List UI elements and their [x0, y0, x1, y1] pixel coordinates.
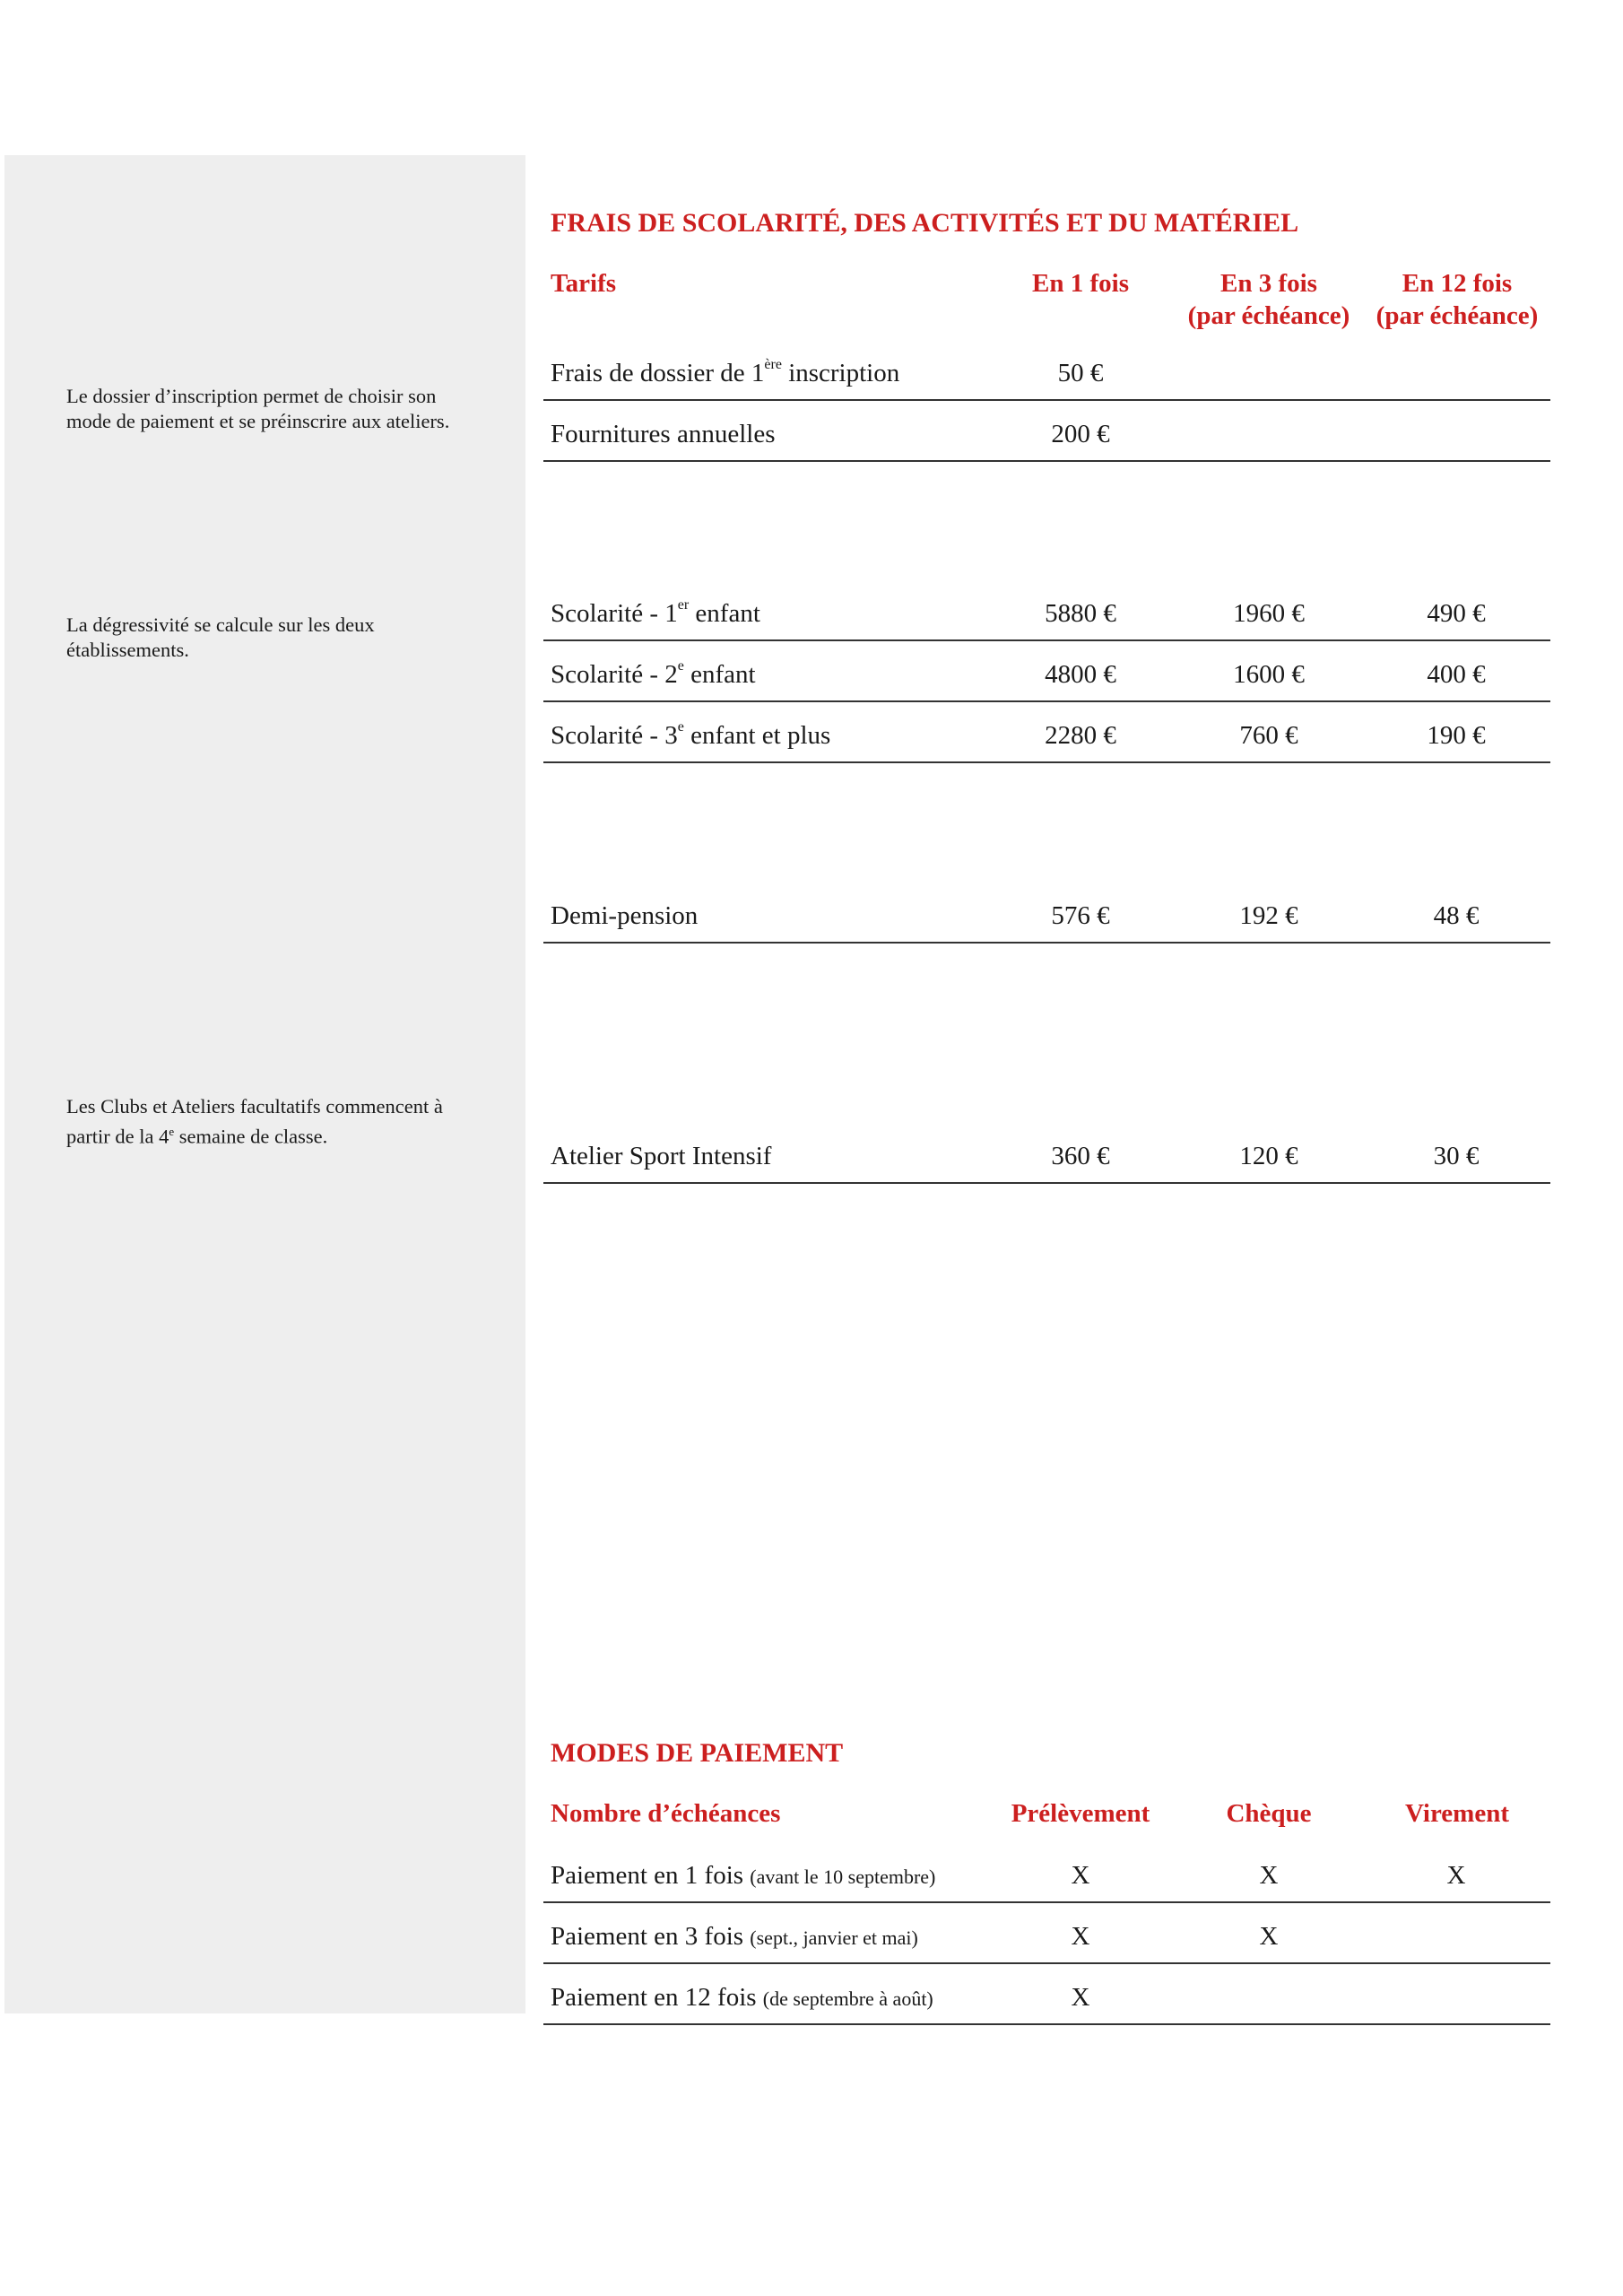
- price-one: 50 €: [1057, 359, 1104, 387]
- header-nombre-echeances: Nombre d’échéances: [551, 1799, 781, 1828]
- header-en-1-fois: En 1 fois: [1032, 269, 1129, 298]
- row-label-text: Atelier Sport Intensif: [551, 1142, 772, 1170]
- price-three: 120 €: [1239, 1142, 1298, 1170]
- row-label: [551, 1861, 935, 1891]
- row-label-text: Scolarité - 1: [551, 599, 678, 628]
- row-label: [551, 901, 698, 931]
- note-dossier: Le dossier d’inscription permet de choisir son mode de paiement et se préinscrire aux ateliers.: [66, 385, 450, 432]
- header-en-12-fois: En 12 fois (par échéance): [1376, 269, 1539, 330]
- row-label: [551, 599, 760, 629]
- price-one: 4800 €: [1045, 660, 1116, 689]
- row-label-suffix: enfant: [683, 660, 756, 689]
- frais-title: FRAIS DE SCOLARITÉ, DES ACTIVITÉS ET DU MATÉRIEL: [551, 208, 1299, 238]
- price-one: 360 €: [1051, 1142, 1110, 1170]
- header-cheque: Chèque: [1226, 1799, 1312, 1828]
- row-label-sup: ère: [764, 357, 782, 372]
- price-three: 1600 €: [1233, 660, 1305, 689]
- row-label: [551, 1922, 918, 1952]
- row-label-sup: er: [677, 597, 690, 613]
- note-degressivite: La dégressivité se calcule sur les deux établissements.: [66, 613, 375, 661]
- table-row: [543, 700, 1550, 763]
- header-en-3-fois: En 3 fois (par échéance): [1187, 269, 1350, 330]
- row-label-detail: (de septembre à août): [762, 1987, 933, 2010]
- row-label-text: Paiement en 12 fois: [551, 1983, 757, 2012]
- table-row: [543, 578, 1550, 641]
- header-prelevement: Prélèvement: [1011, 1799, 1150, 1828]
- row-label-sup: e: [677, 658, 684, 674]
- table-row: [543, 639, 1550, 702]
- row-label-text: Paiement en 1 fois: [551, 1861, 744, 1890]
- row-label: [551, 420, 775, 449]
- price-three: 760 €: [1239, 721, 1298, 750]
- price-one: 5880 €: [1045, 599, 1116, 628]
- price-twelve: 48 €: [1433, 901, 1480, 930]
- price-twelve: 400 €: [1427, 660, 1486, 689]
- row-label-text: Frais de dossier de 1: [551, 359, 765, 387]
- note-clubs: Les Clubs et Ateliers facultatifs commencent à partir de la 4e semaine de classe.: [66, 1095, 443, 1148]
- row-label-suffix: enfant: [689, 599, 760, 628]
- row-label-text: Fournitures annuelles: [551, 420, 776, 448]
- row-label: [551, 660, 756, 690]
- price-one: 200 €: [1051, 420, 1110, 448]
- row-label-text: Scolarité - 2: [551, 660, 678, 689]
- row-label-detail: (sept., janvier et mai): [750, 1926, 918, 1949]
- row-label-text: Scolarité - 3: [551, 721, 678, 750]
- row-label-suffix: enfant et plus: [683, 721, 831, 750]
- price-twelve: 190 €: [1427, 721, 1486, 750]
- mark-prelevement: X: [1071, 1861, 1090, 1890]
- table-row: [543, 881, 1550, 944]
- row-label-text: Paiement en 3 fois: [551, 1922, 744, 1951]
- row-label: [551, 1142, 771, 1171]
- price-twelve: 490 €: [1427, 599, 1486, 628]
- row-label-detail: (avant le 10 septembre): [750, 1866, 936, 1888]
- table-row: [543, 1901, 1550, 1964]
- price-twelve: 30 €: [1433, 1142, 1480, 1170]
- table-row: [543, 1840, 1550, 1903]
- mark-cheque: X: [1259, 1861, 1279, 1890]
- table-row: [543, 1121, 1550, 1184]
- modes-title: MODES DE PAIEMENT: [551, 1738, 844, 1768]
- price-one: 576 €: [1051, 901, 1110, 930]
- row-label: [551, 1983, 933, 2013]
- price-one: 2280 €: [1045, 721, 1116, 750]
- row-label: [551, 721, 830, 751]
- row-label-sup: e: [677, 719, 684, 735]
- mark-cheque: X: [1259, 1922, 1279, 1951]
- table-row: [543, 399, 1550, 462]
- header-virement: Virement: [1405, 1799, 1509, 1828]
- table-row: [543, 1962, 1550, 2025]
- mark-virement: X: [1446, 1861, 1466, 1890]
- price-three: 1960 €: [1233, 599, 1305, 628]
- price-three: 192 €: [1239, 901, 1298, 930]
- row-label: [551, 359, 899, 388]
- header-tarifs: Tarifs: [551, 269, 617, 298]
- row-label-suffix: inscription: [781, 359, 900, 387]
- row-label-text: Demi-pension: [551, 901, 699, 930]
- mark-prelevement: X: [1071, 1983, 1090, 2012]
- mark-prelevement: X: [1071, 1922, 1090, 1951]
- table-row: [543, 338, 1550, 401]
